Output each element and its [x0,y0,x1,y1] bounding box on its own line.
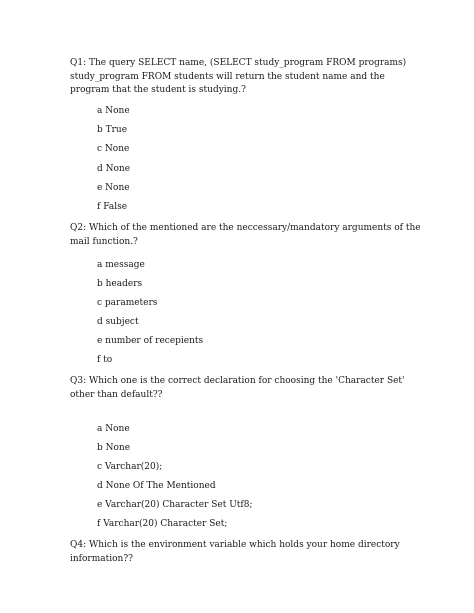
question-3-option-f: f Varchar(20) Character Set; [97,519,228,529]
question-1: Q1: The query SELECT name, (SELECT study_program FROM programs) study_program FROM students will return the student name and the program that the student is studying.? [70,58,407,95]
question-2-option-e: e number of recepients [97,336,204,346]
question-2-option-c: c parameters [97,298,158,308]
question-1-option-a: a None [97,106,130,116]
question-2-option-b: b headers [97,279,143,289]
question-1-option-e: e None [97,183,130,193]
question-4: Q4: Which is the environment variable which holds your home directory information?? [70,540,400,564]
question-3: Q3: Which one is the correct declaration for choosing the 'Character Set' other than default?? [70,376,405,400]
question-2-option-a: a message [97,260,145,270]
question-3-option-b: b None [97,443,131,453]
question-1-option-f: f False [97,202,128,212]
question-2: Q2: Which of the mentioned are the neccessary/mandatory arguments of the mail function.? [70,223,421,247]
question-1-option-d: d None [97,164,131,174]
question-2-option-d: d subject [97,317,139,327]
question-3-option-d: d None Of The Mentioned [97,481,216,491]
question-3-option-e: e Varchar(20) Character Set Utf8; [97,500,253,510]
question-1-option-c: c None [97,144,130,154]
question-1-option-b: b True [97,125,128,135]
question-2-option-f: f to [97,355,113,365]
question-3-option-a: a None [97,424,130,434]
question-3-option-c: c Varchar(20); [97,462,163,472]
